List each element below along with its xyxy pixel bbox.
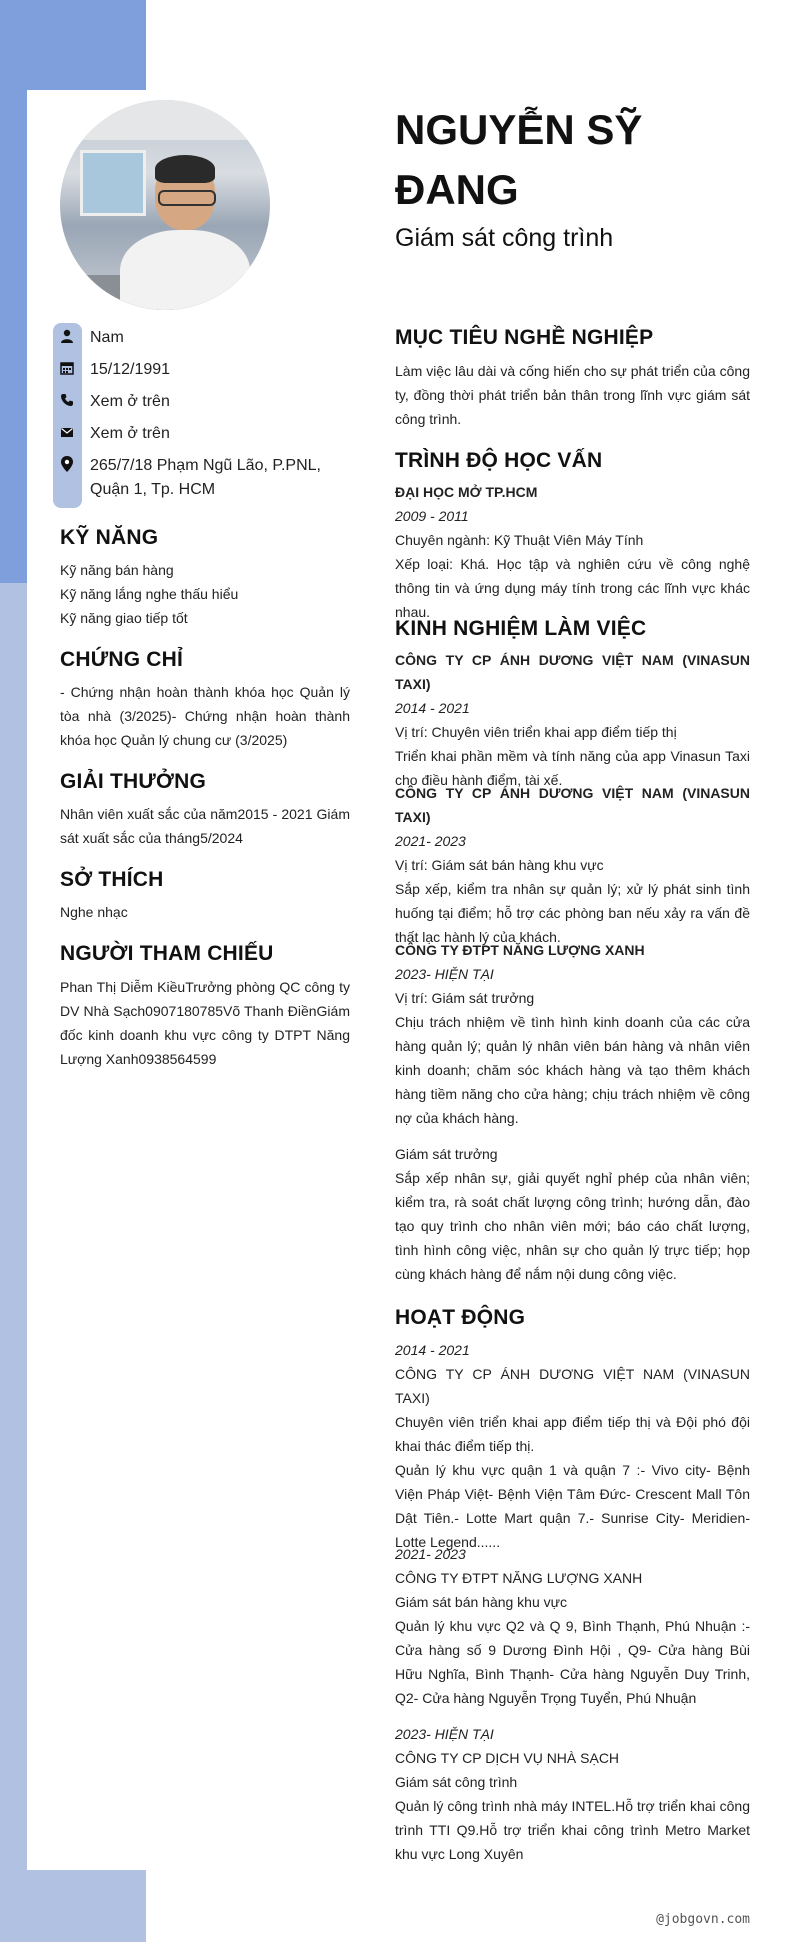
job-description: Chịu trách nhiệm về tình hình kinh doanh của các cửa hàng quản lý; quản lý nhân viên bán hàng và nhân viên kinh doanh; chăm sóc khách hàng và tạo thêm khách hàng tiềm năng cho cửa hàng; chịu trách nhiệm về công nợ của khách hàng. bbox=[395, 1014, 750, 1126]
education-block bbox=[395, 480, 750, 624]
contact-gender bbox=[58, 326, 124, 346]
certificates-heading: CHỨNG CHỈ bbox=[60, 648, 184, 671]
calendar-icon bbox=[58, 359, 76, 377]
activity-role: Giám sát công trình bbox=[395, 1774, 518, 1790]
skills-list bbox=[60, 558, 350, 630]
job-period: 2014 - 2021 bbox=[395, 700, 470, 716]
job-extra-title: Giám sát trưởng bbox=[395, 1146, 498, 1162]
contact-birthday bbox=[58, 358, 171, 378]
phone-text: Xem ở trên bbox=[90, 393, 170, 410]
references-text: Phan Thị Diễm KiềuTrưởng phòng QC công ty DV Nhà Sạch0907180785Võ Thanh ĐiềnGiám đốc kinh doanh khu vực công ty DTPT Năng Lượng Xanh0938564599 bbox=[60, 979, 350, 1067]
activity-org: CÔNG TY CP DỊCH VỤ NHÀ SẠCH bbox=[395, 1750, 620, 1766]
watermark: @jobgovn.com bbox=[656, 1912, 750, 1927]
references-heading: NGƯỜI THAM CHIẾU bbox=[60, 942, 274, 965]
job-period: 2021- 2023 bbox=[395, 833, 466, 849]
education-detail: Xếp loại: Khá. Học tập và nghiên cứu về công nghệ thông tin và ứng dụng máy tính trong các lĩnh vực khác nhau. bbox=[395, 556, 750, 620]
awards-heading: GIẢI THƯỞNG bbox=[60, 770, 207, 793]
activity-role: Chuyên viên triển khai app điểm tiếp thị và Đội phó đội khai thác điểm tiếp thị. bbox=[395, 1414, 750, 1454]
activity-role: Giám sát bán hàng khu vực bbox=[395, 1594, 568, 1610]
objective-text: Làm việc lâu dài và cống hiến cho sự phát triển của công ty, đồng thời phát triển bản thân trong lĩnh vực giám sát công trình. bbox=[395, 363, 750, 427]
job-position: Vị trí: Giám sát trưởng bbox=[395, 990, 535, 1006]
candidate-name: NGUYỄN SỸ ĐANG bbox=[395, 106, 643, 213]
job-description: Sắp xếp, kiểm tra nhân sự quản lý; xử lý phát sinh tình huống tại điểm; hỗ trợ các phòng ban nếu xảy ra vấn đề thất lạc hành lý của khách. bbox=[395, 881, 750, 945]
activity-description: Quản lý khu vực Q2 và Q 9, Bình Thạnh, Phú Nhuận :- Cửa hàng số 9 Dương Đình Hội , Q9- Cửa hàng Bùi Hữu Nghĩa, Bình Thạnh- Cửa hàng Nguyễn Duy Trinh, Q2- Cửa hàng Nguyễn Trọng Tuyển, Phú Nhuận bbox=[395, 1618, 750, 1706]
profile-photo bbox=[60, 100, 270, 310]
hobbies-heading: SỞ THÍCH bbox=[60, 868, 164, 891]
phone-icon bbox=[58, 391, 76, 409]
contact-email bbox=[58, 422, 170, 442]
experience-job bbox=[395, 648, 750, 792]
awards-text: Nhân viên xuất sắc của năm2015 - 2021 Giám sát xuất sắc của tháng5/2024 bbox=[60, 806, 350, 846]
activity-period: 2014 - 2021 bbox=[395, 1342, 470, 1358]
activity-period: 2023- HIỆN TẠI bbox=[395, 1726, 494, 1742]
job-position: Vị trí: Giám sát bán hàng khu vực bbox=[395, 857, 604, 873]
activity-item bbox=[395, 1542, 750, 1710]
job-period: 2023- HIỆN TẠI bbox=[395, 966, 494, 982]
contact-address bbox=[58, 454, 321, 498]
activity-org: CÔNG TY ĐTPT NĂNG LƯỢNG XANH bbox=[395, 1570, 643, 1586]
contact-phone bbox=[58, 390, 170, 410]
candidate-job-title: Giám sát công trình bbox=[395, 224, 614, 252]
education-major: Chuyên ngành: Kỹ Thuật Viên Máy Tính bbox=[395, 532, 644, 548]
skills-heading: KỸ NĂNG bbox=[60, 526, 159, 549]
address-text: 265/7/18 Phạm Ngũ Lão, P.PNL, Quận 1, Tp. HCM bbox=[90, 457, 321, 498]
job-company: CÔNG TY ĐTPT NĂNG LƯỢNG XANH bbox=[395, 942, 645, 958]
skill-item: Kỹ năng giao tiếp tốt bbox=[60, 610, 188, 626]
email-text: Xem ở trên bbox=[90, 425, 170, 442]
job-position: Vị trí: Chuyên viên triển khai app điểm tiếp thị bbox=[395, 724, 677, 740]
objective-heading: MỤC TIÊU NGHỀ NGHIỆP bbox=[395, 326, 654, 349]
certificates-text: - Chứng nhận hoàn thành khóa học Quản lý tòa nhà (3/2025)- Chứng nhận hoàn thành khóa học Quản lý chung cư (3/2025) bbox=[60, 684, 350, 748]
email-icon bbox=[58, 423, 76, 441]
education-school: ĐẠI HỌC MỞ TP.HCM bbox=[395, 484, 538, 500]
activity-org: CÔNG TY CP ÁNH DƯƠNG VIỆT NAM (VINASUN TAXI) bbox=[395, 1366, 750, 1406]
job-description: Triển khai phần mềm và tính năng của app Vinasun Taxi cho điều hành điểm, tài xế. bbox=[395, 748, 750, 788]
job-extra-description: Sắp xếp nhân sự, giải quyết nghỉ phép của nhân viên; kiểm tra, rà soát chất lượng công trình; hướng dẫn, đào tạo quy trình cho nhân viên mới; báo cáo chất lượng, tình hình công việc, nhân sự cho quản lý trực tiếp; họp cùng khách hàng để nắm nội dung công việc. bbox=[395, 1170, 750, 1282]
experience-heading: KINH NGHIỆM LÀM VIỆC bbox=[395, 617, 647, 640]
activities-heading: HOẠT ĐỘNG bbox=[395, 1306, 526, 1329]
education-heading: TRÌNH ĐỘ HỌC VẤN bbox=[395, 449, 603, 472]
gender-text: Nam bbox=[90, 329, 124, 346]
job-company: CÔNG TY CP ÁNH DƯƠNG VIỆT NAM (VINASUN TAXI) bbox=[395, 785, 750, 825]
hobbies-text: Nghe nhạc bbox=[60, 904, 128, 920]
education-period: 2009 - 2011 bbox=[395, 508, 469, 524]
person-icon bbox=[58, 327, 76, 345]
location-pin-icon bbox=[58, 455, 76, 473]
job-company: CÔNG TY CP ÁNH DƯƠNG VIỆT NAM (VINASUN TAXI) bbox=[395, 652, 750, 692]
activity-item bbox=[395, 1338, 750, 1554]
experience-job bbox=[395, 781, 750, 949]
contact-icon-bar bbox=[53, 323, 82, 508]
experience-job bbox=[395, 938, 750, 1286]
activity-description: Quản lý công trình nhà máy INTEL.Hỗ trợ triển khai công trình TTI Q9.Hỗ trợ triển khai công trình Metro Market khu vực Long Xuyên bbox=[395, 1798, 750, 1862]
skill-item: Kỹ năng lắng nghe thấu hiểu bbox=[60, 586, 239, 602]
skill-item: Kỹ năng bán hàng bbox=[60, 562, 174, 578]
birthday-text: 15/12/1991 bbox=[90, 361, 171, 378]
activity-period: 2021- 2023 bbox=[395, 1546, 466, 1562]
activity-item bbox=[395, 1722, 750, 1866]
activity-description: Quản lý khu vực quận 1 và quận 7 :- Vivo city- Bệnh Viện Pháp Việt- Bệnh Viện Tâm Đức- Crescent Mall Tôn Dật Tiên.- Lotte Mart quận 7.- Sunrise City- Meridien- Lotte Legend...... bbox=[395, 1462, 750, 1550]
